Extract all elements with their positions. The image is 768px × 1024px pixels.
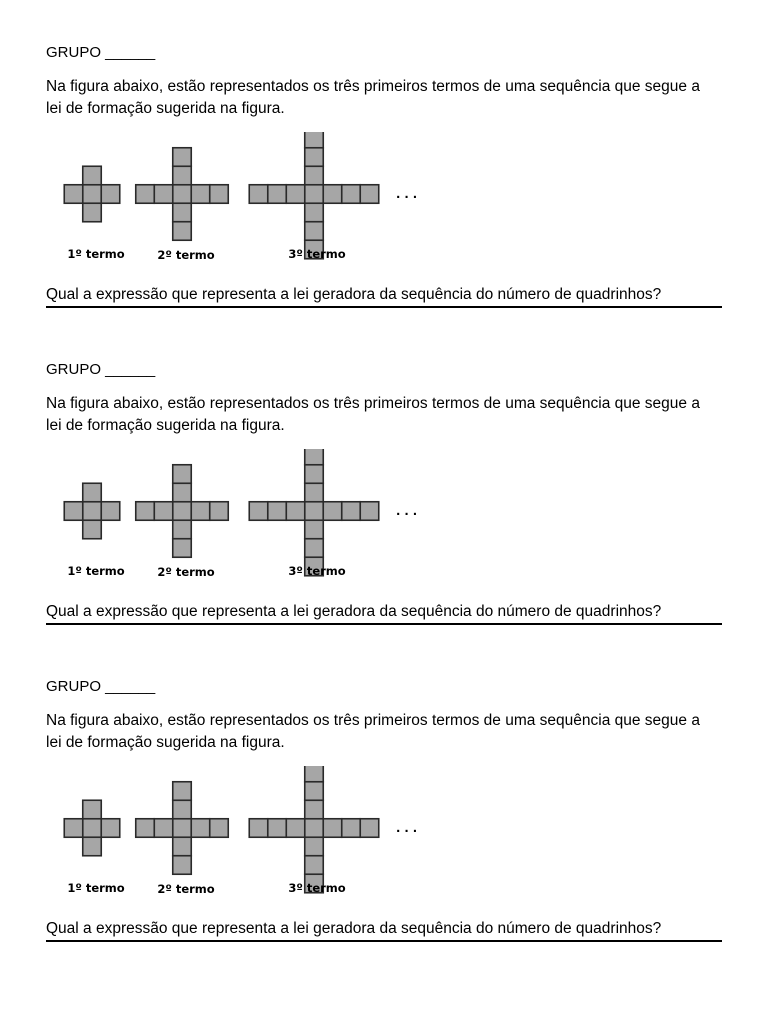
term-label-1: 1º termo <box>67 881 125 895</box>
figure-square <box>305 132 324 148</box>
figure-square <box>305 800 324 819</box>
group-label: GRUPO ______ <box>46 678 156 695</box>
figure-square <box>173 166 192 185</box>
figure-square <box>342 185 361 204</box>
figure-square <box>173 203 192 222</box>
figure-square <box>136 185 155 204</box>
figure-square <box>249 819 268 838</box>
figure-square <box>360 819 379 838</box>
figure-square <box>64 819 83 838</box>
figure-square <box>210 185 229 204</box>
figure-square <box>64 502 83 521</box>
figure-square <box>83 502 102 521</box>
figure-square <box>64 185 83 204</box>
term-label-1: 1º termo <box>67 564 125 578</box>
figure-square <box>249 185 268 204</box>
term-3-figure <box>249 449 379 576</box>
figure-square <box>305 185 324 204</box>
group-section <box>46 678 722 978</box>
question-text: Qual a expressão que representa a lei geradora da sequência do número de quadrinhos? <box>46 602 722 625</box>
figure-square <box>101 819 120 838</box>
figure-square <box>154 819 173 838</box>
sequence-svg <box>62 766 442 906</box>
term-label-3: 3º termo <box>288 564 346 578</box>
figure-square <box>83 203 102 222</box>
figure-square <box>268 502 287 521</box>
ellipsis: . . . <box>396 187 418 201</box>
figure-square <box>305 222 324 241</box>
figure-square <box>83 837 102 856</box>
group-section <box>46 361 722 661</box>
figure-square <box>83 800 102 819</box>
figure-square <box>154 502 173 521</box>
figure-square <box>305 203 324 222</box>
figure-square <box>305 502 324 521</box>
term-label-2: 2º termo <box>157 248 215 262</box>
figure-square <box>173 465 192 484</box>
term-label-3: 3º termo <box>288 881 346 895</box>
figure-square <box>286 185 305 204</box>
cross-sequence-figure <box>62 132 442 272</box>
figure-square <box>342 502 361 521</box>
cross-sequence-figure <box>62 449 442 589</box>
figure-square <box>305 449 324 465</box>
problem-statement: Na figura abaixo, estão representados os três primeiros termos de uma sequência que segue a lei de formação sugerida na figura. <box>46 78 700 117</box>
figure-square <box>83 520 102 539</box>
figure-square <box>173 837 192 856</box>
figure-square <box>305 520 324 539</box>
problem-statement: Na figura abaixo, estão representados os três primeiros termos de uma sequência que segue a lei de formação sugerida na figura. <box>46 712 700 751</box>
figure-square <box>173 483 192 502</box>
figure-square <box>101 185 120 204</box>
term-2-figure <box>136 465 229 558</box>
ellipsis: . . . <box>396 821 418 835</box>
figure-square <box>173 800 192 819</box>
figure-square <box>323 502 342 521</box>
figure-square <box>305 465 324 484</box>
figure-square <box>173 819 192 838</box>
term-1-figure <box>64 166 120 222</box>
group-label: GRUPO ______ <box>46 44 156 61</box>
figure-square <box>136 502 155 521</box>
figure-square <box>305 166 324 185</box>
figure-square <box>286 819 305 838</box>
figure-square <box>173 185 192 204</box>
term-label-2: 2º termo <box>157 565 215 579</box>
figure-square <box>286 502 305 521</box>
figure-square <box>305 837 324 856</box>
figure-square <box>154 185 173 204</box>
figure-square <box>136 819 155 838</box>
sequence-svg <box>62 449 442 589</box>
figure-square <box>305 483 324 502</box>
figure-square <box>305 856 324 875</box>
term-2-figure <box>136 148 229 241</box>
figure-square <box>360 502 379 521</box>
figure-square <box>323 185 342 204</box>
figure-square <box>210 502 229 521</box>
cross-sequence-figure <box>62 766 442 906</box>
figure-square <box>191 502 210 521</box>
figure-square <box>249 502 268 521</box>
figure-square <box>305 539 324 558</box>
figure-square <box>305 819 324 838</box>
term-3-figure <box>249 766 379 893</box>
group-label: GRUPO ______ <box>46 361 156 378</box>
figure-square <box>305 782 324 801</box>
figure-square <box>173 782 192 801</box>
figure-square <box>305 766 324 782</box>
problem-statement: Na figura abaixo, estão representados os três primeiros termos de uma sequência que segue a lei de formação sugerida na figura. <box>46 395 700 434</box>
term-label-2: 2º termo <box>157 882 215 896</box>
group-section <box>46 44 722 344</box>
figure-square <box>173 539 192 558</box>
question-text: Qual a expressão que representa a lei geradora da sequência do número de quadrinhos? <box>46 285 722 308</box>
figure-square <box>173 222 192 241</box>
figure-square <box>173 520 192 539</box>
term-1-figure <box>64 800 120 856</box>
term-3-figure <box>249 132 379 259</box>
figure-square <box>101 502 120 521</box>
figure-square <box>210 819 229 838</box>
term-2-figure <box>136 782 229 875</box>
question-text: Qual a expressão que representa a lei geradora da sequência do número de quadrinhos? <box>46 919 722 942</box>
figure-square <box>323 819 342 838</box>
figure-square <box>305 148 324 167</box>
figure-square <box>173 148 192 167</box>
term-label-1: 1º termo <box>67 247 125 261</box>
term-1-figure <box>64 483 120 539</box>
figure-square <box>360 185 379 204</box>
figure-square <box>83 483 102 502</box>
figure-square <box>342 819 361 838</box>
figure-square <box>173 856 192 875</box>
figure-square <box>173 502 192 521</box>
ellipsis: . . . <box>396 504 418 518</box>
figure-square <box>268 819 287 838</box>
figure-square <box>83 185 102 204</box>
figure-square <box>83 819 102 838</box>
term-label-3: 3º termo <box>288 247 346 261</box>
figure-square <box>83 166 102 185</box>
figure-square <box>191 819 210 838</box>
figure-square <box>268 185 287 204</box>
figure-square <box>191 185 210 204</box>
sequence-svg <box>62 132 442 272</box>
